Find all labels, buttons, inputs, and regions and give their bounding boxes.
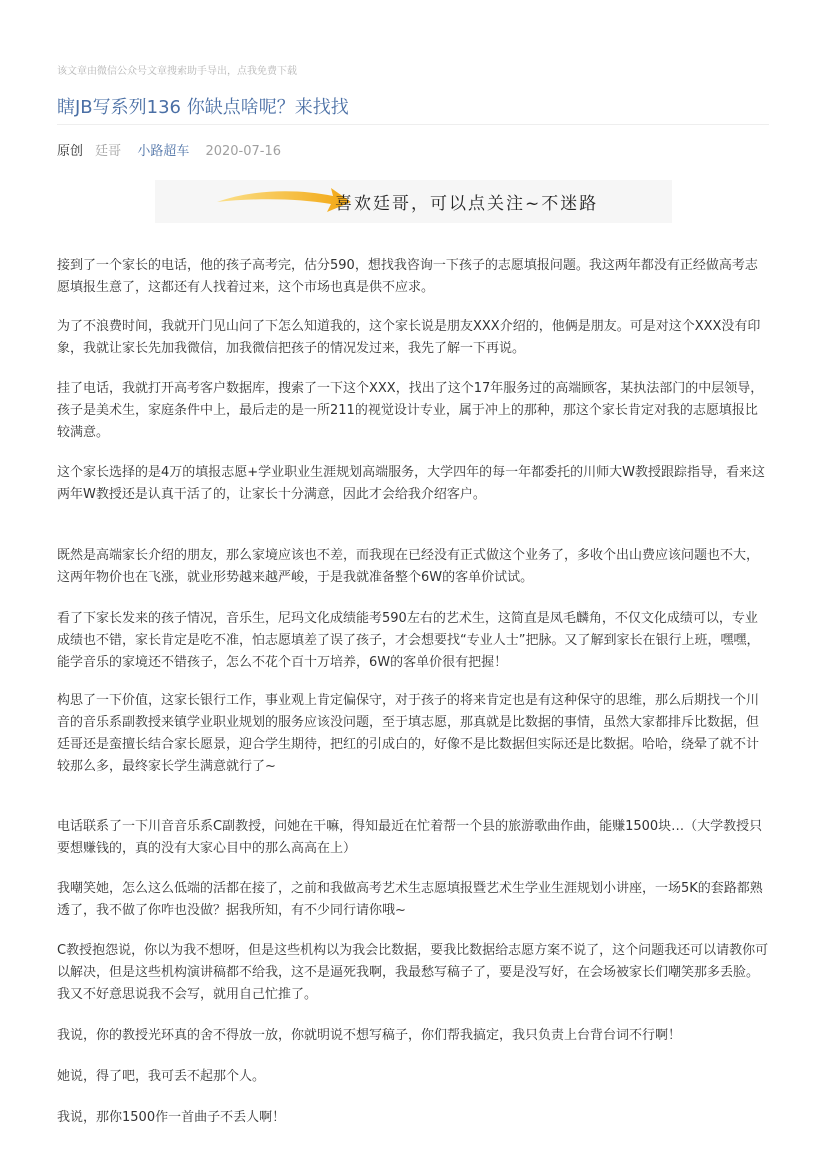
article-meta	[57, 140, 281, 159]
banner-caption: 喜欢廷哥，可以点关注~不迷路	[335, 194, 599, 214]
paragraph: C教授抱怨说，你以为我不想呀，但是这些机构以为我会比数据，要我比数据给志愿方案不说了，这个问题我还可以请教你可以解决，但是这些机构演讲稿都不给我，这不是逼死我啊，我最愁写稿子了，要是没写好，在会场被家长们嘲笑那多丢脸。我又不好意思说我不会写，就用自己忙推了。	[57, 943, 769, 1002]
paragraph: 电话联系了一下川音音乐系C副教授，问她在干嘛，得知最近在忙着帮一个县的旅游歌曲作曲，能赚1500块…（大学教授只要想赚钱的，真的没有大家心目中的那么高高在上）	[57, 819, 763, 856]
paragraph: 我说，那你1500作一首曲子不丢人啊！	[57, 1110, 286, 1125]
paragraph: 挂了电话，我就打开高考客户数据库，搜索了一下这个XXX，找出了这个17年服务过的高端顾客，某执法部门的中层领导，孩子是美术生，家庭条件中上，最后走的是一所211的视觉设计专业，属于冲上的那种，那这个家长肯定对我的志愿填报比较满意。	[57, 381, 764, 440]
title-divider	[57, 124, 769, 125]
paragraph: 看了下家长发来的孩子情况，音乐生，尼玛文化成绩能考590左右的艺术生，这简直是凤毛麟角，不仅文化成绩可以，专业成绩也不错，家长肯定是吃不准，怕志愿填差了误了孩子，才会想要找“专业人士”把脉。又了解到家长在银行上班，嘿嘿，能学音乐的家境还不错孩子，怎么不花个百十万培养，6W的客单价很有把握！	[57, 611, 760, 670]
follow-banner	[155, 180, 672, 223]
paragraph: 构思了一下价值，这家长银行工作，事业观上肯定偏保守，对于孩子的将来肯定也是有这种保守的思维，那么后期找一个川音的音乐系副教授来镇学业职业规划的服务应该没问题，至于填志愿，那真就是比数据的事情，虽然大家都排斥比数据，但廷哥还是蛮擅长结合家长愿景，迎合学生期待，把红的引成白的，好像不是比数据但实际还是比数据。哈哈，绕晕了就不计较那么多，最终家长学生满意就行了~	[57, 693, 760, 774]
paragraph: 我嘲笑她，怎么这么低端的活都在接了，之前和我做高考艺术生志愿填报暨艺术生学业生涯规划小讲座，一场5K的套路都熟透了，我不做了你咋也没做？据我所知，有不少同行请你哦~	[57, 881, 763, 918]
paragraph: 既然是高端家长介绍的朋友，那么家境应该也不差，而我现在已经没有正式做这个业务了，多收个出山费应该问题也不大，这两年物价也在飞涨，就业形势越来越严峻，于是我就准备整个6W的客单价试试。	[57, 548, 760, 585]
export-notice-link[interactable]: 该文章由微信公众号文章搜索助手导出，点我免费下载	[57, 66, 297, 77]
paragraph: 接到了一个家长的电话，他的孩子高考完，估分590，想找我咨询一下孩子的志愿填报问题。我这两年都没有正经做高考志愿填报生意了，这都还有人找着过来，这个市场也真是供不应求。	[57, 258, 758, 295]
original-tag: 原创	[57, 144, 84, 159]
paragraph: 为了不浪费时间，我就开门见山问了下怎么知道我的，这个家长说是朋友XXX介绍的，他俩是朋友。可是对这个XXX没有印象，我就让家长先加我微信，加我微信把孩子的情况发过来，我先了解一下再说。	[57, 319, 761, 356]
account-link[interactable]: 小路超车	[137, 144, 190, 159]
paragraph: 这个家长选择的是4万的填报志愿+学业职业生涯规划高端服务，大学四年的每一年都委托的川师大W教授跟踪指导，看来这两年W教授还是认真干活了的，让家长十分满意，因此才会给我介绍客户。	[57, 465, 766, 502]
paragraph: 她说，得了吧，我可丢不起那个人。	[57, 1069, 266, 1084]
swoosh-arrow-icon	[215, 180, 355, 223]
author-name: 廷哥	[95, 144, 122, 159]
publish-date: 2020-07-16	[205, 144, 282, 159]
article-title: 瞎JB写系列136 你缺点啥呢？来找找	[57, 97, 349, 118]
paragraph: 我说，你的教授光环真的舍不得放一放，你就明说不想写稿子，你们帮我搞定，我只负责上台背台词不行啊！	[57, 1028, 682, 1043]
